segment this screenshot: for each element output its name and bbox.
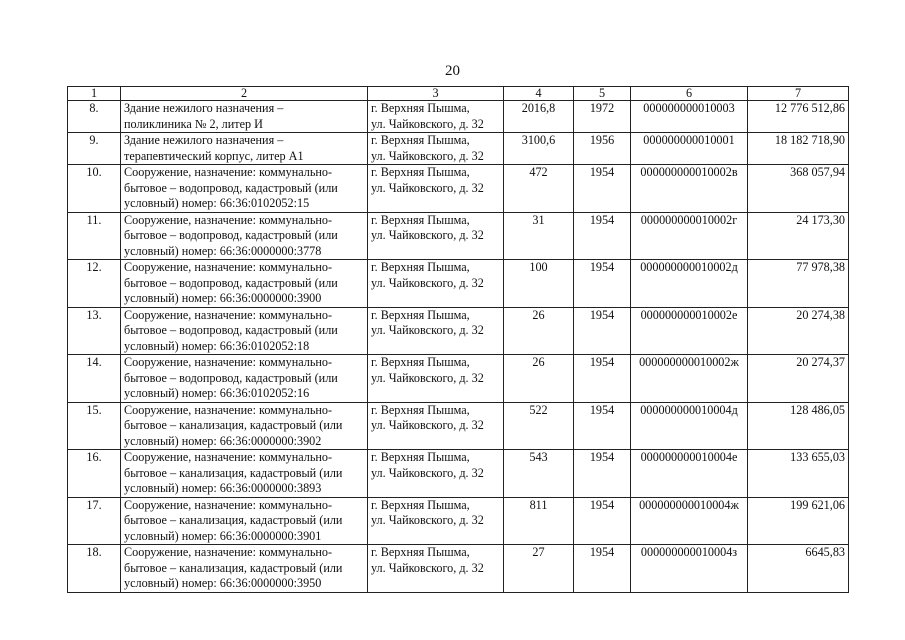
row-number-cell	[68, 545, 121, 593]
row-number-cell	[68, 355, 121, 403]
address-line: г. Верхняя Пышма,	[371, 402, 470, 417]
column-number: 3	[368, 87, 504, 101]
object-name-line: Сооружение, назначение: коммунально-	[124, 355, 333, 369]
object-name-line: Сооружение, назначение: коммунально-	[124, 497, 333, 512]
object-name-line: бытовое – канализация, кадастровый (или	[124, 418, 343, 432]
book-value: 128 486,05	[790, 402, 845, 417]
year-cell	[574, 545, 631, 593]
year-cell	[574, 307, 631, 355]
object-name-line: условный) номер: 66:36:0102052:18	[124, 338, 310, 353]
year-value: 1954	[589, 450, 615, 464]
table-row	[68, 450, 849, 498]
column-number: 7	[748, 87, 849, 101]
object-name-cell	[121, 545, 368, 593]
address-cell	[368, 212, 504, 260]
inventory-code: 000000000010004е	[640, 450, 738, 464]
inventory-code: 000000000010002ж	[639, 355, 739, 369]
row-number: 8.	[89, 101, 99, 115]
object-name-line: Здание нежилого назначения –	[124, 133, 284, 147]
row-number-cell	[68, 307, 121, 355]
address-cell	[368, 165, 504, 213]
book-value-cell	[748, 307, 849, 355]
object-name-line: условный) номер: 66:36:0000000:3893	[124, 481, 322, 495]
table-row	[68, 165, 849, 213]
object-name-line: Сооружение, назначение: коммунально-	[124, 450, 333, 464]
object-name-line: Сооружение, назначение: коммунально-	[124, 307, 333, 322]
object-name-cell	[121, 355, 368, 403]
row-number: 16.	[86, 450, 102, 464]
book-value-cell	[748, 212, 849, 260]
object-name-line: условный) номер: 66:36:0000000:3902	[124, 433, 322, 448]
year-value: 1954	[589, 212, 615, 227]
address-line: г. Верхняя Пышма,	[371, 212, 470, 227]
inventory-code: 000000000010003	[643, 101, 735, 115]
object-name-line: Сооружение, назначение: коммунально-	[124, 165, 333, 179]
address-cell	[368, 260, 504, 308]
object-name-line: терапевтический корпус, литер А1	[124, 148, 304, 163]
row-number-cell	[68, 101, 121, 133]
address-line: ул. Чайковского, д. 32	[371, 513, 484, 527]
inventory-code: 000000000010002в	[640, 165, 738, 179]
object-name-line: поликлиника № 2, литер И	[124, 116, 263, 131]
inventory-code-cell	[631, 133, 748, 165]
year-cell	[574, 402, 631, 450]
object-name-line: бытовое – канализация, кадастровый (или	[124, 560, 343, 575]
inventory-code-cell	[631, 450, 748, 498]
address-line: г. Верхняя Пышма,	[371, 545, 470, 559]
column-number: 5	[574, 87, 631, 101]
object-name-cell	[121, 165, 368, 213]
year-cell	[574, 260, 631, 308]
object-name-line: Сооружение, назначение: коммунально-	[124, 260, 333, 274]
object-name-cell	[121, 133, 368, 165]
row-number-cell	[68, 260, 121, 308]
book-value-cell	[748, 450, 849, 498]
year-value: 1954	[589, 165, 615, 179]
table-row	[68, 101, 849, 133]
row-number: 9.	[89, 133, 99, 147]
address-cell	[368, 450, 504, 498]
object-name-line: бытовое – канализация, кадастровый (или	[124, 513, 343, 527]
area-value: 522	[529, 402, 548, 417]
row-number-cell	[68, 450, 121, 498]
inventory-code: 000000000010004ж	[639, 497, 739, 512]
row-number-cell	[68, 497, 121, 545]
table-row	[68, 212, 849, 260]
property-registry-table	[67, 86, 849, 593]
object-name-cell	[121, 212, 368, 260]
row-number: 18.	[86, 545, 102, 559]
book-value-cell	[748, 545, 849, 593]
year-cell	[574, 497, 631, 545]
year-value: 1954	[589, 307, 615, 322]
book-value: 133 655,03	[790, 450, 845, 464]
area-value: 26	[532, 355, 545, 369]
row-number: 13.	[86, 307, 102, 322]
row-number-cell	[68, 133, 121, 165]
inventory-code: 000000000010002г	[640, 212, 738, 227]
address-line: ул. Чайковского, д. 32	[371, 418, 484, 432]
object-name-cell	[121, 307, 368, 355]
object-name-cell	[121, 450, 368, 498]
area-value: 26	[532, 307, 545, 322]
address-line: ул. Чайковского, д. 32	[371, 116, 484, 131]
area-value: 31	[532, 212, 545, 227]
year-value: 1972	[589, 101, 615, 115]
page-number: 20	[445, 63, 460, 79]
object-name-cell	[121, 497, 368, 545]
row-number: 10.	[86, 165, 102, 179]
address-line: г. Верхняя Пышма,	[371, 165, 470, 179]
table-row	[68, 402, 849, 450]
object-name-line: Сооружение, назначение: коммунально-	[124, 212, 333, 227]
area-value: 100	[529, 260, 548, 274]
book-value: 6645,83	[805, 545, 845, 559]
object-name-line: Сооружение, назначение: коммунально-	[124, 402, 333, 417]
area-cell	[504, 307, 574, 355]
area-cell	[504, 165, 574, 213]
area-value: 543	[529, 450, 548, 464]
object-name-line: условный) номер: 66:36:0102052:15	[124, 196, 310, 210]
address-line: ул. Чайковского, д. 32	[371, 275, 484, 290]
address-line: ул. Чайковского, д. 32	[371, 228, 484, 242]
inventory-code-cell	[631, 497, 748, 545]
object-name-line: Сооружение, назначение: коммунально-	[124, 545, 333, 559]
row-number: 11.	[86, 212, 102, 227]
row-number: 15.	[86, 402, 102, 417]
area-cell	[504, 355, 574, 403]
area-cell	[504, 497, 574, 545]
book-value: 18 182 718,90	[774, 133, 845, 147]
row-number-cell	[68, 165, 121, 213]
year-cell	[574, 165, 631, 213]
area-cell	[504, 402, 574, 450]
row-number: 17.	[86, 497, 102, 512]
book-value: 77 978,38	[796, 260, 845, 274]
table-row	[68, 355, 849, 403]
address-cell	[368, 545, 504, 593]
book-value-cell	[748, 355, 849, 403]
area-cell	[504, 545, 574, 593]
column-number: 1	[68, 87, 121, 101]
year-cell	[574, 450, 631, 498]
year-value: 1954	[589, 545, 615, 559]
book-value: 368 057,94	[790, 165, 845, 179]
address-line: ул. Чайковского, д. 32	[371, 560, 484, 575]
inventory-code-cell	[631, 545, 748, 593]
address-cell	[368, 133, 504, 165]
address-line: г. Верхняя Пышма,	[371, 133, 470, 147]
object-name-line: бытовое – водопровод, кадастровый (или	[124, 228, 338, 242]
object-name-cell	[121, 101, 368, 133]
object-name-line: условный) номер: 66:36:0000000:3950	[124, 576, 322, 590]
inventory-code: 000000000010004д	[640, 402, 738, 417]
address-cell	[368, 101, 504, 133]
column-number: 2	[121, 87, 368, 101]
address-cell	[368, 355, 504, 403]
table-row	[68, 497, 849, 545]
table-row	[68, 260, 849, 308]
inventory-code-cell	[631, 212, 748, 260]
column-number: 4	[504, 87, 574, 101]
area-value: 27	[532, 545, 545, 559]
address-cell	[368, 497, 504, 545]
area-cell	[504, 133, 574, 165]
address-line: ул. Чайковского, д. 32	[371, 323, 484, 337]
column-number-row	[68, 87, 849, 101]
year-value: 1954	[589, 402, 615, 417]
row-number: 14.	[86, 355, 102, 369]
area-value: 472	[529, 165, 548, 179]
object-name-line: бытовое – водопровод, кадастровый (или	[124, 370, 338, 385]
year-cell	[574, 101, 631, 133]
address-cell	[368, 307, 504, 355]
area-value: 2016,8	[521, 101, 556, 115]
address-line: ул. Чайковского, д. 32	[371, 180, 484, 195]
object-name-line: условный) номер: 66:36:0000000:3900	[124, 291, 322, 305]
inventory-code-cell	[631, 307, 748, 355]
book-value-cell	[748, 101, 849, 133]
year-cell	[574, 212, 631, 260]
year-value: 1954	[589, 260, 615, 274]
address-line: г. Верхняя Пышма,	[371, 307, 470, 322]
year-value: 1956	[589, 133, 615, 147]
inventory-code-cell	[631, 402, 748, 450]
book-value: 20 274,37	[796, 355, 845, 369]
area-cell	[504, 212, 574, 260]
object-name-line: Здание нежилого назначения –	[124, 101, 284, 115]
area-cell	[504, 260, 574, 308]
year-value: 1954	[589, 355, 615, 369]
inventory-code-cell	[631, 101, 748, 133]
inventory-code-cell	[631, 355, 748, 403]
address-line: г. Верхняя Пышма,	[371, 355, 470, 369]
address-line: ул. Чайковского, д. 32	[371, 370, 484, 385]
area-cell	[504, 450, 574, 498]
book-value-cell	[748, 165, 849, 213]
book-value: 12 776 512,86	[774, 101, 845, 115]
inventory-code: 000000000010002е	[640, 307, 738, 322]
address-line: ул. Чайковского, д. 32	[371, 465, 484, 480]
object-name-cell	[121, 402, 368, 450]
address-line: г. Верхняя Пышма,	[371, 450, 470, 464]
address-cell	[368, 402, 504, 450]
object-name-line: условный) номер: 66:36:0000000:3901	[124, 528, 322, 543]
object-name-line: условный) номер: 66:36:0000000:3778	[124, 243, 322, 258]
address-line: г. Верхняя Пышма,	[371, 497, 470, 512]
table-row	[68, 545, 849, 593]
object-name-line: бытовое – водопровод, кадастровый (или	[124, 180, 338, 195]
inventory-code: 000000000010004з	[640, 545, 738, 559]
book-value-cell	[748, 133, 849, 165]
book-value: 199 621,06	[790, 497, 845, 512]
year-value: 1954	[589, 497, 615, 512]
object-name-cell	[121, 260, 368, 308]
object-name-line: условный) номер: 66:36:0102052:16	[124, 386, 310, 400]
area-value: 811	[529, 497, 548, 512]
object-name-line: бытовое – водопровод, кадастровый (или	[124, 275, 338, 290]
book-value-cell	[748, 260, 849, 308]
year-cell	[574, 133, 631, 165]
table-row	[68, 307, 849, 355]
book-value: 20 274,38	[796, 307, 845, 322]
inventory-code: 000000000010001	[643, 133, 735, 147]
row-number: 12.	[86, 260, 102, 274]
object-name-line: бытовое – канализация, кадастровый (или	[124, 465, 343, 480]
row-number-cell	[68, 212, 121, 260]
column-number: 6	[631, 87, 748, 101]
address-line: г. Верхняя Пышма,	[371, 260, 470, 274]
year-cell	[574, 355, 631, 403]
book-value-cell	[748, 497, 849, 545]
table-row	[68, 133, 849, 165]
inventory-code: 000000000010002д	[640, 260, 738, 274]
row-number-cell	[68, 402, 121, 450]
address-line: г. Верхняя Пышма,	[371, 101, 470, 115]
area-cell	[504, 101, 574, 133]
book-value-cell	[748, 402, 849, 450]
inventory-code-cell	[631, 165, 748, 213]
area-value: 3100,6	[521, 133, 556, 147]
address-line: ул. Чайковского, д. 32	[371, 148, 484, 163]
object-name-line: бытовое – водопровод, кадастровый (или	[124, 323, 338, 337]
book-value: 24 173,30	[796, 212, 845, 227]
inventory-code-cell	[631, 260, 748, 308]
